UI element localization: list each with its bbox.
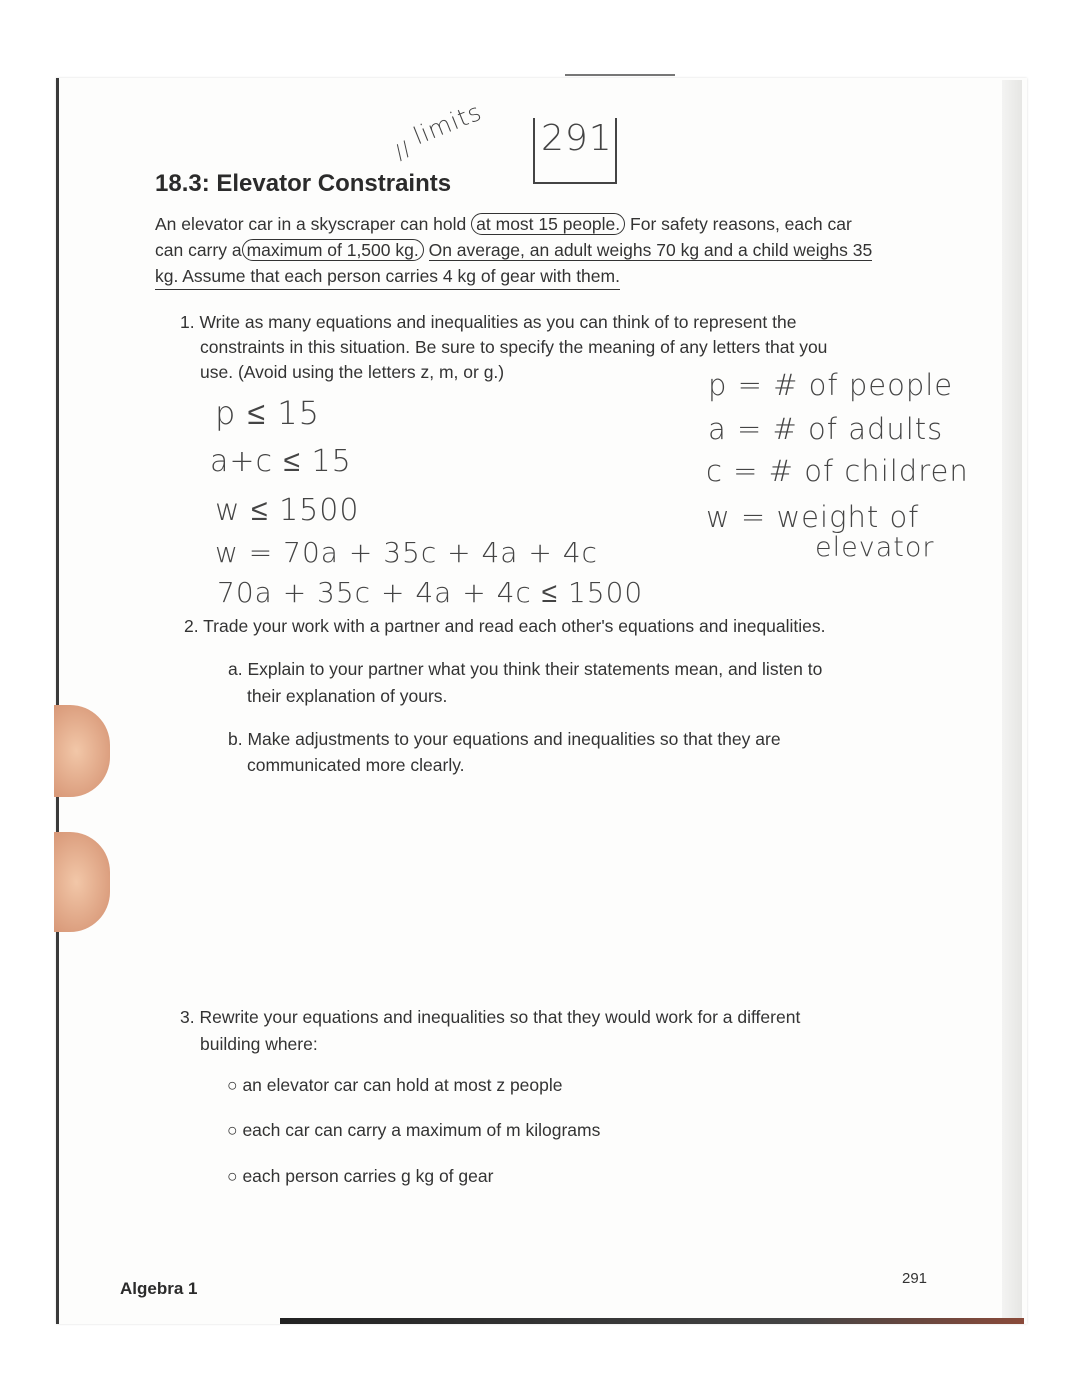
- page-number-box: 291: [533, 118, 617, 184]
- q3-bullet-2: ○ each car can carry a maximum of m kilograms: [227, 1120, 601, 1140]
- footer-page-number: 291: [902, 1270, 928, 1287]
- q2b-line-1: b. Make adjustments to your equations and inequalities so that they are: [228, 729, 781, 749]
- hw-def-w: w = weight of: [706, 500, 920, 534]
- q1-line-2: constraints in this situation. Be sure to specify the meaning of any letters that you: [200, 337, 828, 357]
- circled-max-1500: maximum of 1,500 kg.: [242, 239, 424, 261]
- q2b-line-2: communicated more clearly.: [247, 755, 465, 775]
- hw-eq-1: p ≤ 15: [215, 394, 320, 432]
- limits-annotation: limits: [409, 97, 486, 151]
- page-bottom-edge: [280, 1318, 1024, 1324]
- hw-def-a: a = # of adults: [708, 412, 944, 446]
- hw-def-c: c = # of children: [706, 454, 969, 488]
- bullet-circle-icon: ○: [227, 1166, 238, 1186]
- footer-course: Algebra 1: [120, 1279, 198, 1298]
- q3-bullet-3: ○ each person carries g kg of gear: [227, 1166, 494, 1186]
- q2a-line-2: their explanation of yours.: [247, 686, 448, 706]
- q2-main: 2. Trade your work with a partner and read each other's equations and inequalities.: [184, 616, 826, 636]
- hw-eq-5: 70a + 35c + 4a + 4c ≤ 1500: [217, 576, 644, 609]
- q1-line-3: use. (Avoid using the letters z, m, or g.): [200, 362, 505, 382]
- hw-def-w-cont: elevator: [815, 532, 935, 563]
- page-title: 18.3: Elevator Constraints: [155, 170, 452, 197]
- intro-line-3: kg. Assume that each person carries 4 kg of gear with them.: [155, 263, 620, 290]
- bullet-circle-icon: ○: [227, 1075, 238, 1095]
- q1-line-1: 1. Write as many equations and inequalities as you can think of to represent the: [180, 312, 797, 332]
- hw-eq-3: w ≤ 1500: [215, 493, 360, 528]
- q2a-line-1: a. Explain to your partner what you think their statements mean, and listen to: [228, 659, 823, 679]
- page-top-mark: [565, 74, 675, 76]
- double-slash-mark: //: [390, 135, 416, 165]
- hw-eq-4: w = 70a + 35c + 4a + 4c: [215, 536, 598, 569]
- q3-line-2: building where:: [200, 1034, 318, 1054]
- intro-line-2: can carry a maximum of 1,500 kg. On average, an adult weighs 70 kg and a child weighs 35: [155, 240, 873, 260]
- intro-line-1: An elevator car in a skyscraper can hold at most 15 people. For safety reasons, each car: [155, 214, 852, 234]
- page-edge: [1002, 80, 1022, 1320]
- circled-at-most-15: at most 15 people.: [471, 213, 625, 235]
- hw-eq-2: a+c ≤ 15: [210, 444, 352, 479]
- hw-def-p: p = # of people: [708, 368, 954, 402]
- q3-line-1: 3. Rewrite your equations and inequalities so that they would work for a different: [180, 1007, 801, 1027]
- bullet-circle-icon: ○: [227, 1120, 238, 1140]
- q3-bullet-1: ○ an elevator car can hold at most z people: [227, 1075, 563, 1095]
